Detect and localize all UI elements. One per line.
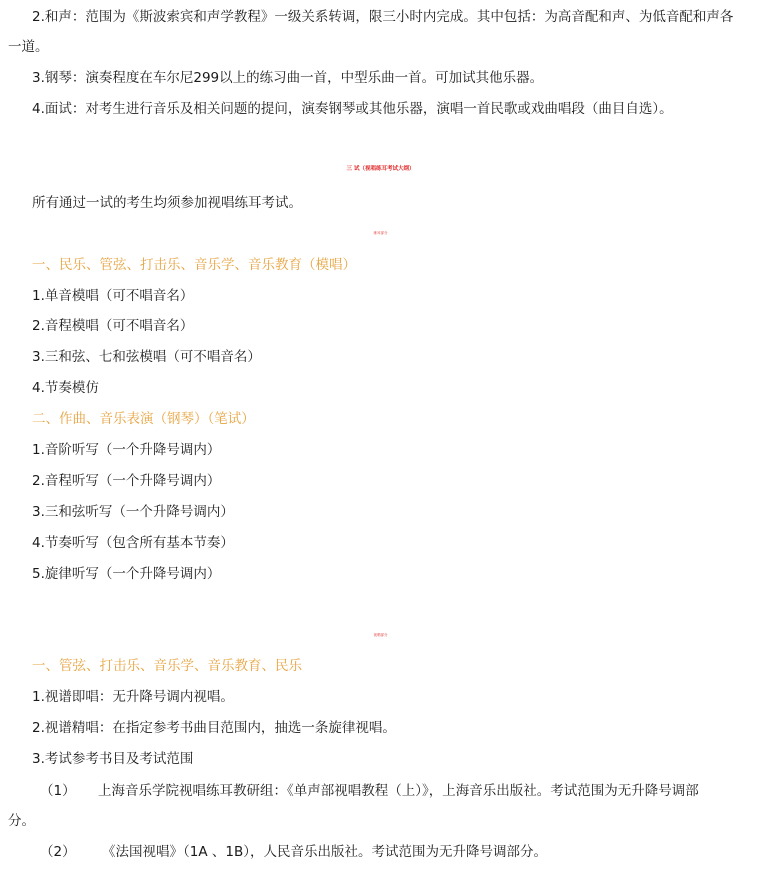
ear-group1-item: 1.单音模唱（可不唱音名）	[32, 288, 194, 304]
ear-group1-item: 2.音程模唱（可不唱音名）	[32, 318, 194, 334]
ear-group2-item: 2.音程听写（一个升降号调内）	[32, 473, 221, 489]
sight-group1-title: 一、管弦、打击乐、音乐学、音乐教育、民乐	[32, 658, 302, 674]
item-piano: 3.钢琴：演奏程度在车尔尼299以上的练习曲一首，中型乐曲一首。可加试其他乐器。	[32, 70, 544, 86]
ref-text-cont: 分。	[8, 813, 35, 829]
ear-group1-title: 一、民乐、管弦、打击乐、音乐学、音乐教育（模唱）	[32, 257, 356, 273]
exam3-title: 三 试（视唱练耳考试大纲）	[346, 166, 415, 172]
ear-group2-item: 1.音阶听写（一个升降号调内）	[32, 442, 221, 458]
exam3-intro: 所有通过一试的考生均须参加视唱练耳考试。	[32, 195, 302, 211]
sight-item: 2.视谱精唱：在指定参考书曲目范围内，抽选一条旋律视唱。	[32, 720, 396, 736]
ref-number: （2）	[40, 844, 76, 860]
item-interview: 4.面试：对考生进行音乐及相关问题的提问，演奏钢琴或其他乐器，演唱一首民歌或戏曲唱段（曲目自选）。	[32, 101, 673, 117]
ear-training-heading: 练耳部分	[373, 231, 388, 235]
ear-group1-item: 4.节奏模仿	[32, 380, 99, 396]
sight-item: 3.考试参考书目及考试范围	[32, 751, 194, 767]
ear-group2-item: 4.节奏听写（包含所有基本节奏）	[32, 535, 234, 551]
ear-group2-item: 5.旋律听写（一个升降号调内）	[32, 566, 221, 582]
ref-text: 《法国视唱》（1A 、1B），人民音乐出版社。考试范围为无升降号调部分。	[102, 844, 547, 860]
item-harmony-cont: 一道。	[8, 39, 49, 55]
ref-number: （1）	[40, 783, 76, 799]
ear-group2-item: 3.三和弦听写（一个升降号调内）	[32, 504, 234, 520]
sight-item: 1.视谱即唱：无升降号调内视唱。	[32, 689, 234, 705]
ref-text: 上海音乐学院视唱练耳教研组：《单声部视唱教程（上）》，上海音乐出版社。考试范围为无升降号调部	[98, 783, 699, 799]
sight-singing-heading: 视唱部分	[373, 633, 388, 637]
ear-group1-item: 3.三和弦、七和弦模唱（可不唱音名）	[32, 349, 261, 365]
item-harmony: 2.和声：范围为《斯波索宾和声学教程》一级关系转调，限三小时内完成。其中包括：为高音配和声、为低音配和声各	[32, 9, 734, 25]
ear-group2-title: 二、作曲、音乐表演（钢琴）（笔试）	[32, 411, 255, 427]
